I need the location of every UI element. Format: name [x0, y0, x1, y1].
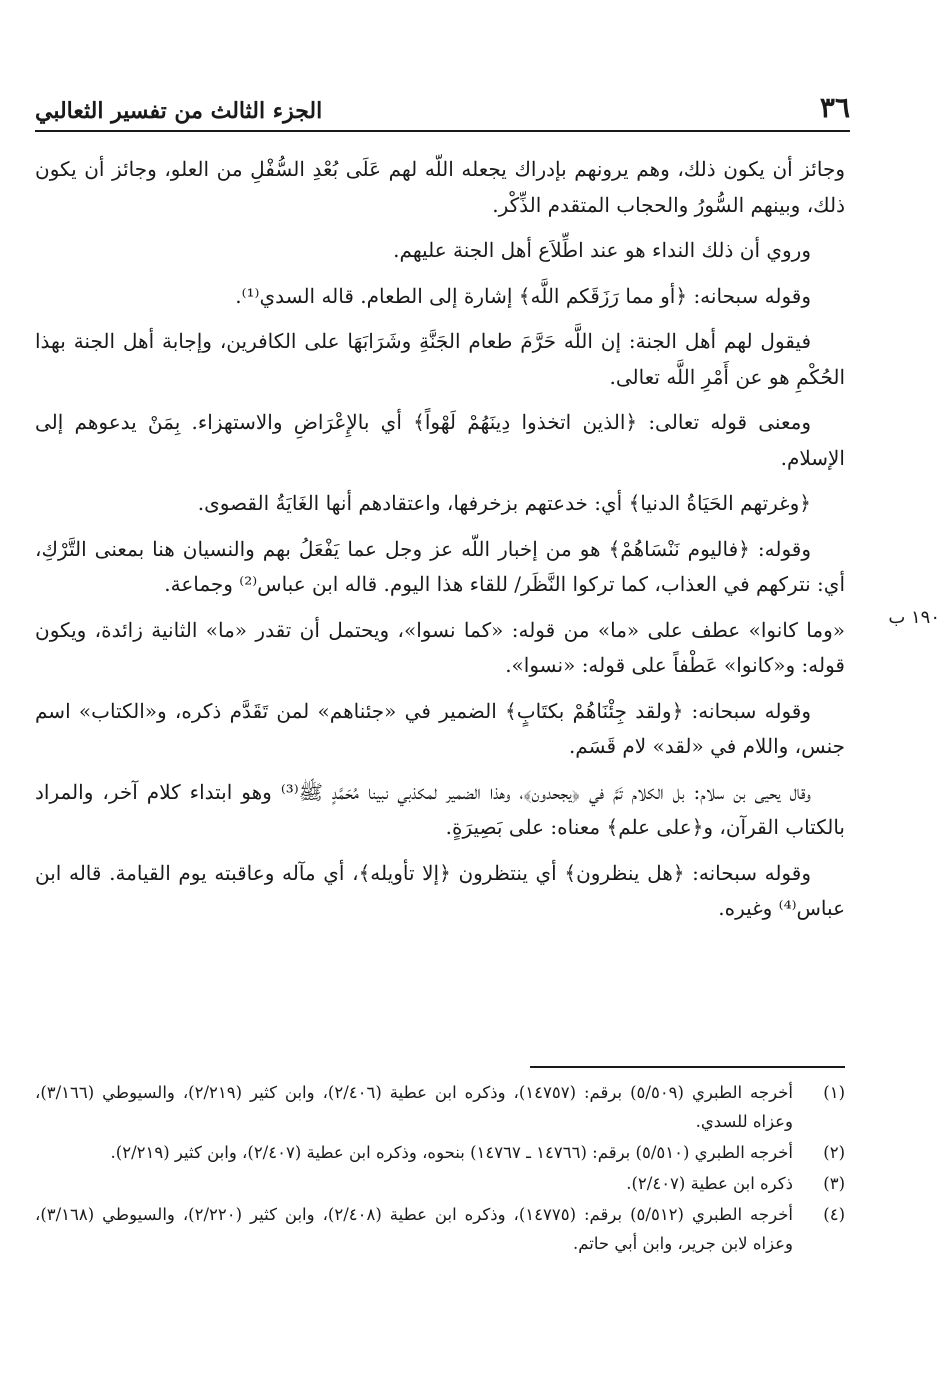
- paragraph: وقوله: ﴿فاليوم نَنْسَاهُمْ﴾ هو من إخبار اللّه عز وجل عما يَفْعَلُ بهم والنسيان هنا بمعنى التَّرْكِ، أي: نتركهم في العذاب، كما تركوا النَّظَر/ للقاء هذا اليوم. قاله ابن عباس⁽²⁾ وجماعة.: [35, 536, 845, 596]
- margin-folio-note: ١٩٠ ب: [888, 607, 940, 628]
- paragraph: وقوله سبحانه: ﴿ولقد جِئْنَاهُمْ بكتَابٍ﴾ الضمير في «جئناهم» لمن تَقَدَّم ذكره، و«الكتاب» اسم جنس، واللام في «لقد» لام قَسَم.: [35, 698, 845, 758]
- footnote-text: أخرجه الطبري (٥/٥٠٩) برقم: (١٤٧٥٧)، وذكره ابن عطية (٢/٤٠٦)، وابن كثير (٢/٢١٩)، والسيوطي (٣/١٦٦)، وعزاه للسدي.: [35, 1083, 793, 1131]
- paragraph: وقال يحيى بن سلام: بل الكلام تَمَّ في ﴿يجحدون﴾، وهذا الضمير لمكذبي نبينا مُحَمَّدٍ ﷺ⁽³⁾ وهو ابتداء كلام آخر، والمراد بالكتاب القرآن، و﴿على علم﴾ معناه: على بَصِيرَةٍ.: [35, 779, 845, 839]
- footnote: [35, 1078, 845, 1136]
- footnote-number: (٢): [823, 1143, 845, 1162]
- footnote-text: ذكره ابن عطية (٢/٤٠٧).: [626, 1174, 793, 1193]
- paragraph: وقوله سبحانه: ﴿أو مما رَزَقَكم اللَّه﴾ إشارة إلى الطعام. قاله السدي⁽¹⁾.: [235, 283, 811, 308]
- page-number: ٣٦: [819, 91, 850, 124]
- footnote-text: أخرجه الطبري (٥/٥١٢) برقم: (١٤٧٧٥)، وذكره ابن عطية (٢/٤٠٨)، وابن كثير (٢/٢٢٠)، والسيوطي (٣/١٦٨)، وعزاه لابن جرير، وابن أبي حاتم.: [35, 1205, 793, 1253]
- paragraph: «وما كانوا» عطف على «ما» من قوله: «كما نسوا»، ويحتمل أن تقدر «ما» الثانية زائدة، ويكون قوله: و«كانوا» عَطْفاً على قوله: «نسوا».: [35, 617, 845, 677]
- footnotes: [35, 1078, 845, 1260]
- paragraph: وروي أن ذلك النداء هو عند اطِّلاَع أهل الجنة عليهم.: [393, 238, 811, 262]
- footnote-number: (٤): [823, 1205, 845, 1224]
- running-title: الجزء الثالث من تفسير الثعالبي: [35, 98, 323, 124]
- paragraph: ﴿وغرتهم الحَيَاةُ الدنيا﴾ أي: خدعتهم بزخرفها، واعتقادهم أنها الغَايَةُ القصوى.: [197, 491, 811, 515]
- page-header: [35, 88, 850, 132]
- footnote-separator: [530, 1066, 845, 1068]
- footnote: [35, 1169, 845, 1198]
- paragraph: فيقول لهم أهل الجنة: إن اللَّه حَرَّمَ طعام الجَنَّةِ وشَرَابَهَا على الكافرين، وإجابة أهل الجنة بهذا الحُكْمِ هو عن أَمْرِ اللَّه تعالى.: [35, 329, 845, 389]
- footnote: [35, 1200, 845, 1258]
- footnote-number: (٣): [823, 1174, 845, 1193]
- main-text: [35, 152, 845, 937]
- paragraph: وقوله سبحانه: ﴿هل ينظرون﴾ أي ينتظرون ﴿إلا تأويله﴾، أي مآله وعاقبته يوم القيامة. قاله ابن عباس⁽⁴⁾ وغيره.: [35, 860, 845, 920]
- footnote: [35, 1138, 845, 1167]
- footnote-text: أخرجه الطبري (٥/٥١٠) برقم: (١٤٧٦٦ ـ ١٤٧٦٧) بنحوه، وذكره ابن عطية (٢/٤٠٧)، وابن كثير (٢/٢١٩).: [110, 1143, 793, 1162]
- paragraph: ومعنى قوله تعالى: ﴿الذين اتخذوا دِينَهُمْ لَهْواً﴾ أي بالإِعْرَاضِ والاستهزاء. بِمَنْ يدعوهم إلى الإسلام.: [35, 410, 845, 470]
- footnote-number: (١): [823, 1083, 845, 1102]
- paragraph: وجائز أن يكون ذلك، وهم يرونهم بإدراك يجعله اللّه لهم عَلَى بُعْدِ السُّفْلِ من العلو، وجائز أن يكون ذلك، وبينهم السُّورُ والحجاب المتقدم الذِّكْر.: [35, 157, 845, 217]
